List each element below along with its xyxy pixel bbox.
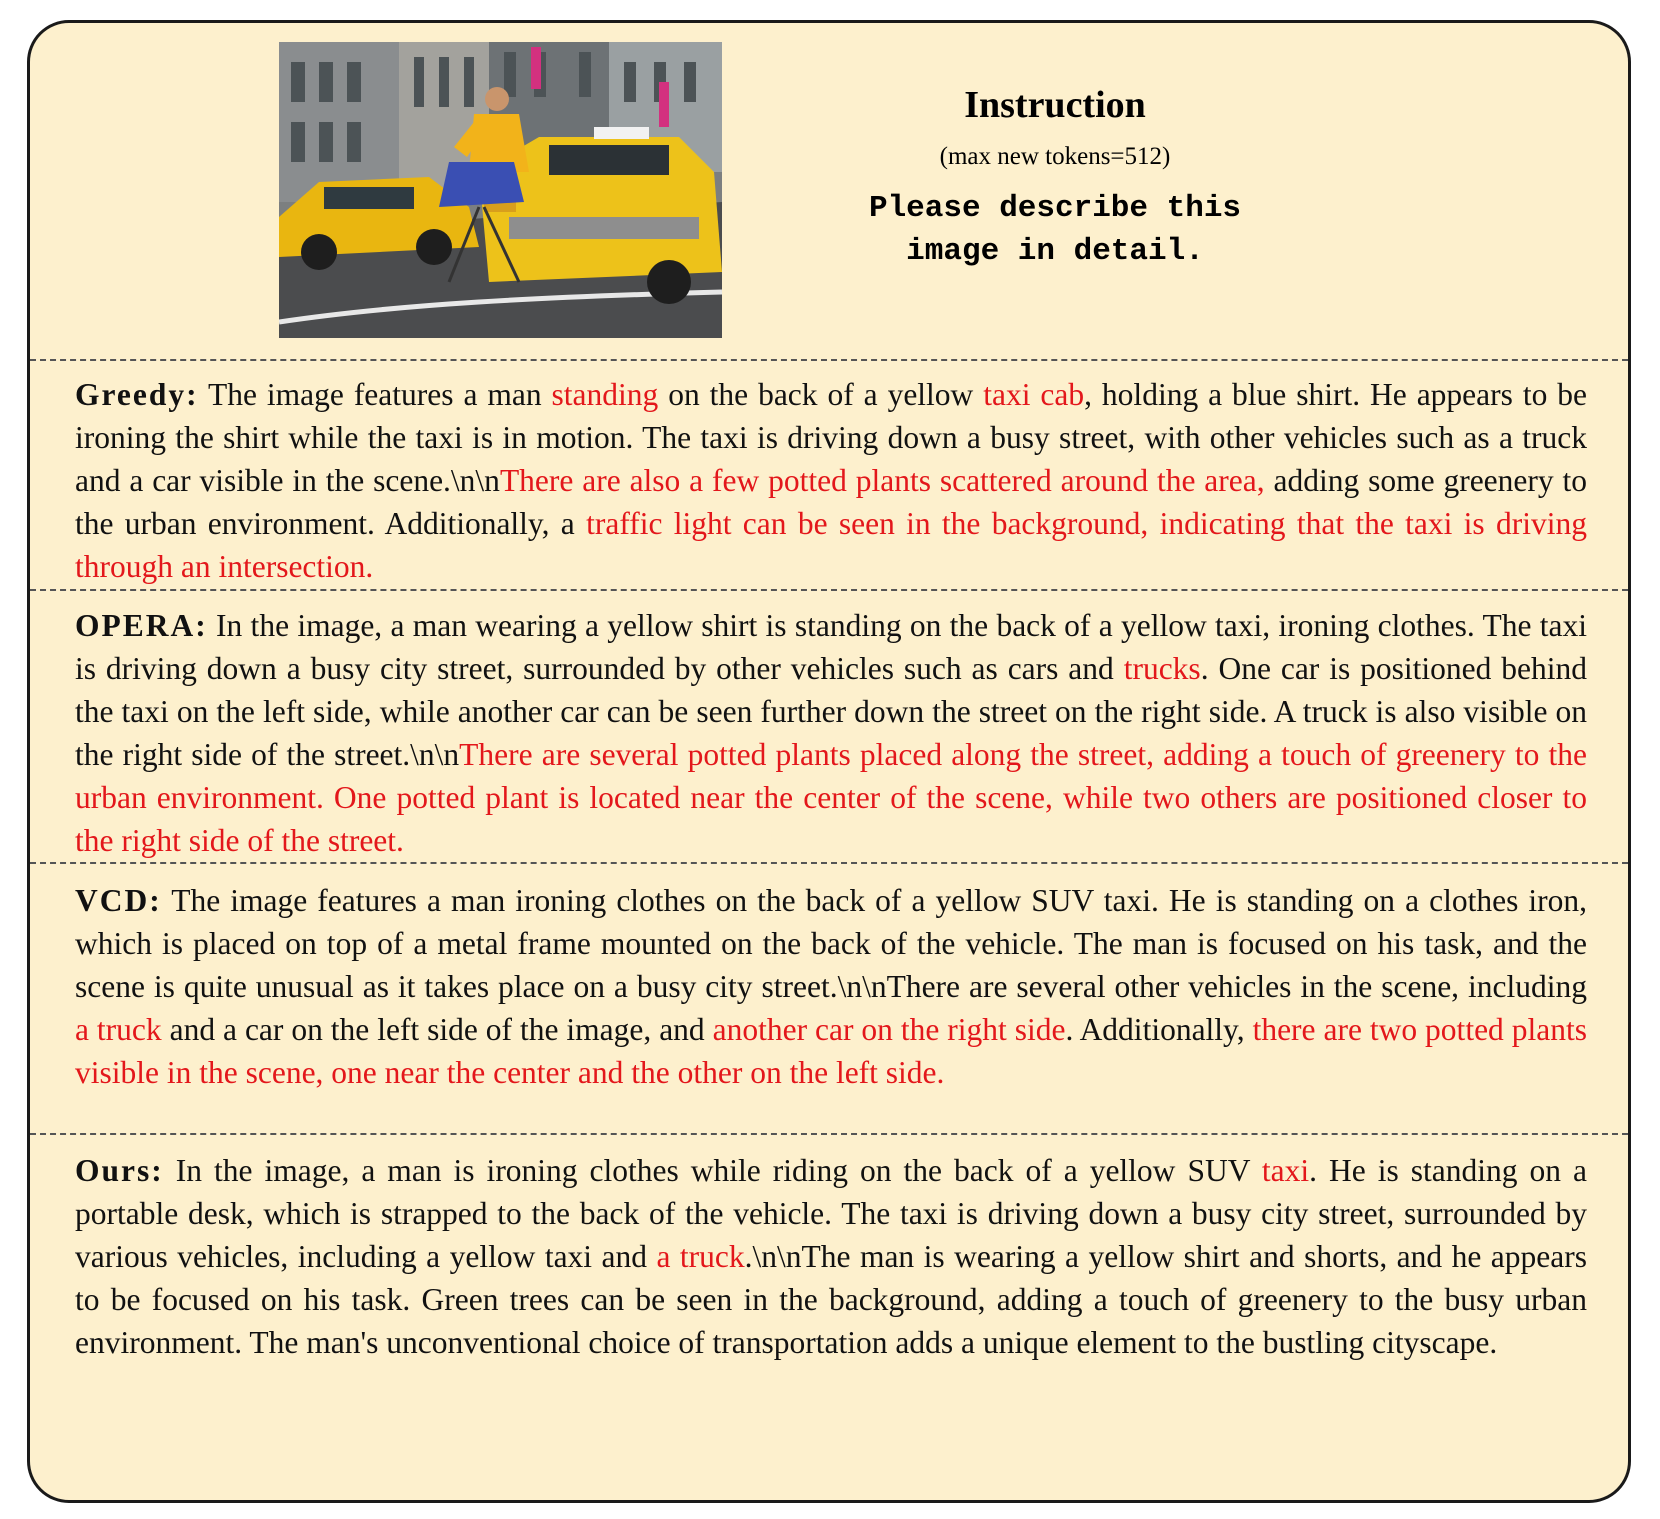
comparison-card bbox=[27, 20, 1631, 1503]
response-text: . Additionally, bbox=[1065, 1012, 1253, 1047]
opera-section bbox=[75, 604, 1587, 862]
hallucinated-text: another car on the right side bbox=[712, 1012, 1066, 1047]
hallucinated-text: taxi bbox=[1261, 1153, 1310, 1188]
taxi-ironing-photo bbox=[279, 42, 722, 338]
instruction-prompt: Please describe this image in detail. bbox=[868, 191, 1242, 269]
response-text: In the image, a man is ironing clothes while riding on the back of a yellow SUV bbox=[163, 1153, 1262, 1188]
response-text: The image features a man ironing clothes on the back of a yellow SUV taxi. He is standing on a clothes iron, which is placed on top of a metal frame mounted on the back of the vehicle. The man is focused on his task, and the scene is quite unusual as it takes place on a busy city street.\n\nThere are several other vehicles in the scene, including bbox=[75, 883, 1587, 1004]
hallucinated-text: traffic light can be seen in the background, indicating that the taxi is driving through an intersection. bbox=[75, 506, 1587, 584]
response-text: adding some greenery to the urban environment. Additionally, a bbox=[75, 463, 1587, 541]
greedy-section bbox=[75, 373, 1587, 588]
response-text: and a car on the left side of the image, and bbox=[161, 1012, 713, 1047]
response-text: .\n\nThe man is wearing a yellow shirt and shorts, and he appears to be focused on his task. Green trees can be seen in the background, adding a touch of greenery to the busy urban environment. The man's unconventional choice of transportation adds a unique element to the bustling cityscape. bbox=[75, 1239, 1587, 1360]
hallucinated-text: There are several potted plants placed along the street, adding a touch of greenery to the urban environment. One potted plant is located near the center of the scene, while two others are positioned closer to the right side of the street. bbox=[75, 737, 1587, 858]
instruction-subtitle: (max new tokens=512) bbox=[939, 143, 1171, 170]
hallucinated-text: taxi cab bbox=[983, 377, 1085, 412]
response-text: . One car is positioned behind the taxi on the left side, while another car can be seen further down the street on the right side. A truck is also visible on the right side of the street.\n\n bbox=[75, 651, 1588, 772]
response-text: on the back of a yellow bbox=[658, 377, 984, 412]
section-divider bbox=[30, 359, 1628, 361]
response-text: , holding a blue shirt. He appears to be ironing the shirt while the taxi is in motion. The taxi is driving down a busy street, with other vehicles such as a truck and a car visible in the scene.\n\n bbox=[75, 377, 1587, 498]
section-divider bbox=[30, 1133, 1628, 1135]
hallucinated-text: there are two potted plants visible in the scene, one near the center and the other on the left side. bbox=[75, 1012, 1587, 1090]
method-label: VCD: bbox=[75, 883, 162, 918]
response-text: In the image, a man wearing a yellow shirt is standing on the back of a yellow taxi, ironing clothes. The taxi is driving down a busy city street, surrounded by other vehicles such as cars and bbox=[75, 608, 1587, 686]
hallucinated-text: a truck bbox=[75, 1012, 162, 1047]
vcd-section bbox=[75, 879, 1587, 1094]
instruction-block bbox=[790, 83, 1320, 273]
hallucinated-text: a truck bbox=[656, 1239, 745, 1274]
method-label: Ours: bbox=[75, 1153, 164, 1188]
instruction-title: Instruction bbox=[964, 84, 1146, 126]
method-label: Greedy: bbox=[75, 377, 199, 412]
response-text: . He is standing on a portable desk, which is strapped to the back of the vehicle. The taxi is driving down a busy city street, surrounded by various vehicles, including a yellow taxi and bbox=[75, 1153, 1587, 1274]
hallucinated-text: There are also a few potted plants scattered around the area, bbox=[499, 463, 1265, 498]
section-divider bbox=[30, 589, 1628, 591]
method-label: OPERA: bbox=[75, 608, 208, 643]
hallucinated-text: standing bbox=[551, 377, 659, 412]
response-text: The image features a man bbox=[198, 377, 552, 412]
ours-section bbox=[75, 1149, 1587, 1364]
section-divider bbox=[30, 862, 1628, 864]
hallucinated-text: trucks bbox=[1123, 651, 1201, 686]
